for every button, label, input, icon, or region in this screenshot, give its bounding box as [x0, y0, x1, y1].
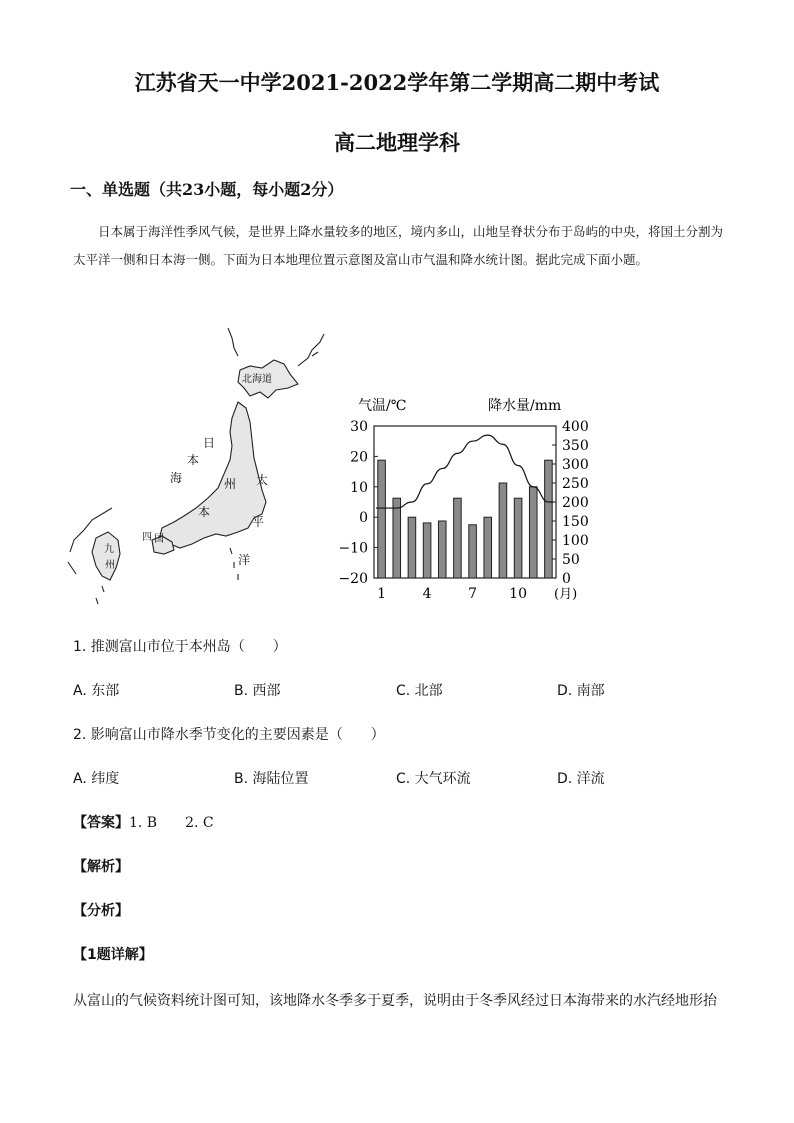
question-1-option-d[interactable]: D. 南部	[557, 683, 605, 699]
question-1-option-a[interactable]: A. 东部	[73, 683, 120, 699]
precipitation-tick-label: 50	[562, 552, 580, 568]
section-heading: 一、单选题（共23小题，每小题2分）	[70, 180, 344, 199]
precipitation-bar	[393, 498, 401, 578]
temperature-tick-label: −10	[338, 540, 368, 557]
precipitation-bar	[529, 487, 537, 578]
precipitation-tick-label: 300	[562, 457, 589, 473]
precipitation-tick-label: 400	[562, 419, 589, 435]
answer-text: 1. B 2. C	[129, 815, 214, 831]
label-zhou2: 州	[105, 560, 115, 571]
exam-title: 江苏省天一中学2021-2022学年第二学期高二期中考试	[134, 70, 660, 95]
question-1-option-c[interactable]: C. 北部	[396, 683, 443, 699]
answer-label: 【答案】	[73, 815, 129, 831]
exam-subtitle: 高二地理学科	[334, 130, 460, 155]
label-yang: 洋	[238, 553, 251, 567]
question-2-option-c[interactable]: C. 大气环流	[396, 771, 471, 787]
precipitation-bar	[469, 525, 477, 578]
question-1-option-b[interactable]: B. 西部	[234, 683, 281, 699]
answer-block	[73, 812, 214, 832]
label-si: 四	[142, 532, 152, 543]
precipitation-tick-label: 250	[562, 476, 589, 492]
precipitation-bar	[499, 483, 507, 578]
precipitation-bar	[408, 517, 416, 578]
label-tai: 太	[256, 473, 269, 487]
label-zhou: 州	[224, 477, 237, 491]
precipitation-tick-label: 150	[562, 514, 589, 530]
precipitation-bar	[423, 523, 431, 578]
label-ri: 日	[203, 436, 216, 450]
precipitation-bar	[438, 521, 446, 578]
precipitation-bar	[378, 460, 386, 578]
question-2-option-a[interactable]: A. 纬度	[73, 771, 120, 787]
temperature-tick-label: 10	[350, 479, 368, 496]
question-2-option-d[interactable]: D. 洋流	[557, 771, 605, 787]
label-hai: 海	[170, 471, 183, 485]
temperature-tick-label: 0	[359, 510, 368, 527]
label-ben: 本	[187, 453, 200, 467]
precipitation-tick-label: 350	[562, 438, 589, 454]
chart-plot-frame	[374, 426, 556, 578]
question-2-stem: 2. 影响富山市降水季节变化的主要因素是（ ）	[73, 727, 385, 743]
label-ping: 平	[252, 515, 265, 529]
explanation-text: 从富山的气候资料统计图可知，该地降水冬季多于夏季，说明由于冬季风经过日本海带来的水汽经地形抬	[73, 993, 717, 1009]
analysis-label: 【解析】	[73, 859, 129, 875]
month-tick-label: 4	[422, 586, 432, 602]
month-tick-label: 10	[509, 586, 527, 602]
precipitation-tick-label: 200	[562, 495, 589, 511]
japan-map	[62, 322, 340, 610]
precipitation-tick-label: 100	[562, 533, 589, 549]
detail-1-label: 【1题详解】	[73, 947, 153, 963]
climate-chart	[330, 388, 590, 610]
label-ben2: 本	[198, 505, 211, 519]
kyushu-island	[92, 532, 120, 580]
temperature-tick-label: −20	[338, 571, 368, 587]
temperature-tick-label: 30	[350, 419, 368, 435]
precipitation-bar	[484, 517, 492, 578]
precipitation-bar	[545, 460, 553, 578]
passage-text: 日本属于海洋性季风气候，是世界上降水量较多的地区，境内多山，山地呈脊状分布于岛屿的中央，将国土分割为太平洋一侧和日本海一侧。下面为日本地理位置示意图及富山市气温和降水统计图。据此完成下面小题。	[73, 224, 724, 267]
chart-x-unit: (月)	[554, 587, 578, 602]
precipitation-bar	[454, 498, 462, 578]
precipitation-tick-label: 0	[562, 571, 571, 587]
temperature-line	[376, 435, 554, 508]
month-tick-label: 1	[377, 586, 387, 602]
month-tick-label: 7	[468, 586, 478, 602]
label-guo: 国	[154, 534, 164, 545]
passage	[73, 218, 723, 274]
question-2-option-b[interactable]: B. 海陆位置	[234, 771, 309, 787]
question-1-stem: 1. 推测富山市位于本州岛（ ）	[73, 639, 287, 655]
label-jiu: 九	[104, 544, 114, 555]
label-hokkaido: 北海道	[242, 374, 272, 385]
chart-right-axis-label: 降水量/mm	[488, 398, 562, 414]
precipitation-bar	[514, 498, 522, 578]
chart-left-axis-label: 气温/℃	[358, 398, 407, 414]
breakdown-label: 【分析】	[73, 903, 129, 919]
temperature-tick-label: 20	[350, 449, 368, 466]
